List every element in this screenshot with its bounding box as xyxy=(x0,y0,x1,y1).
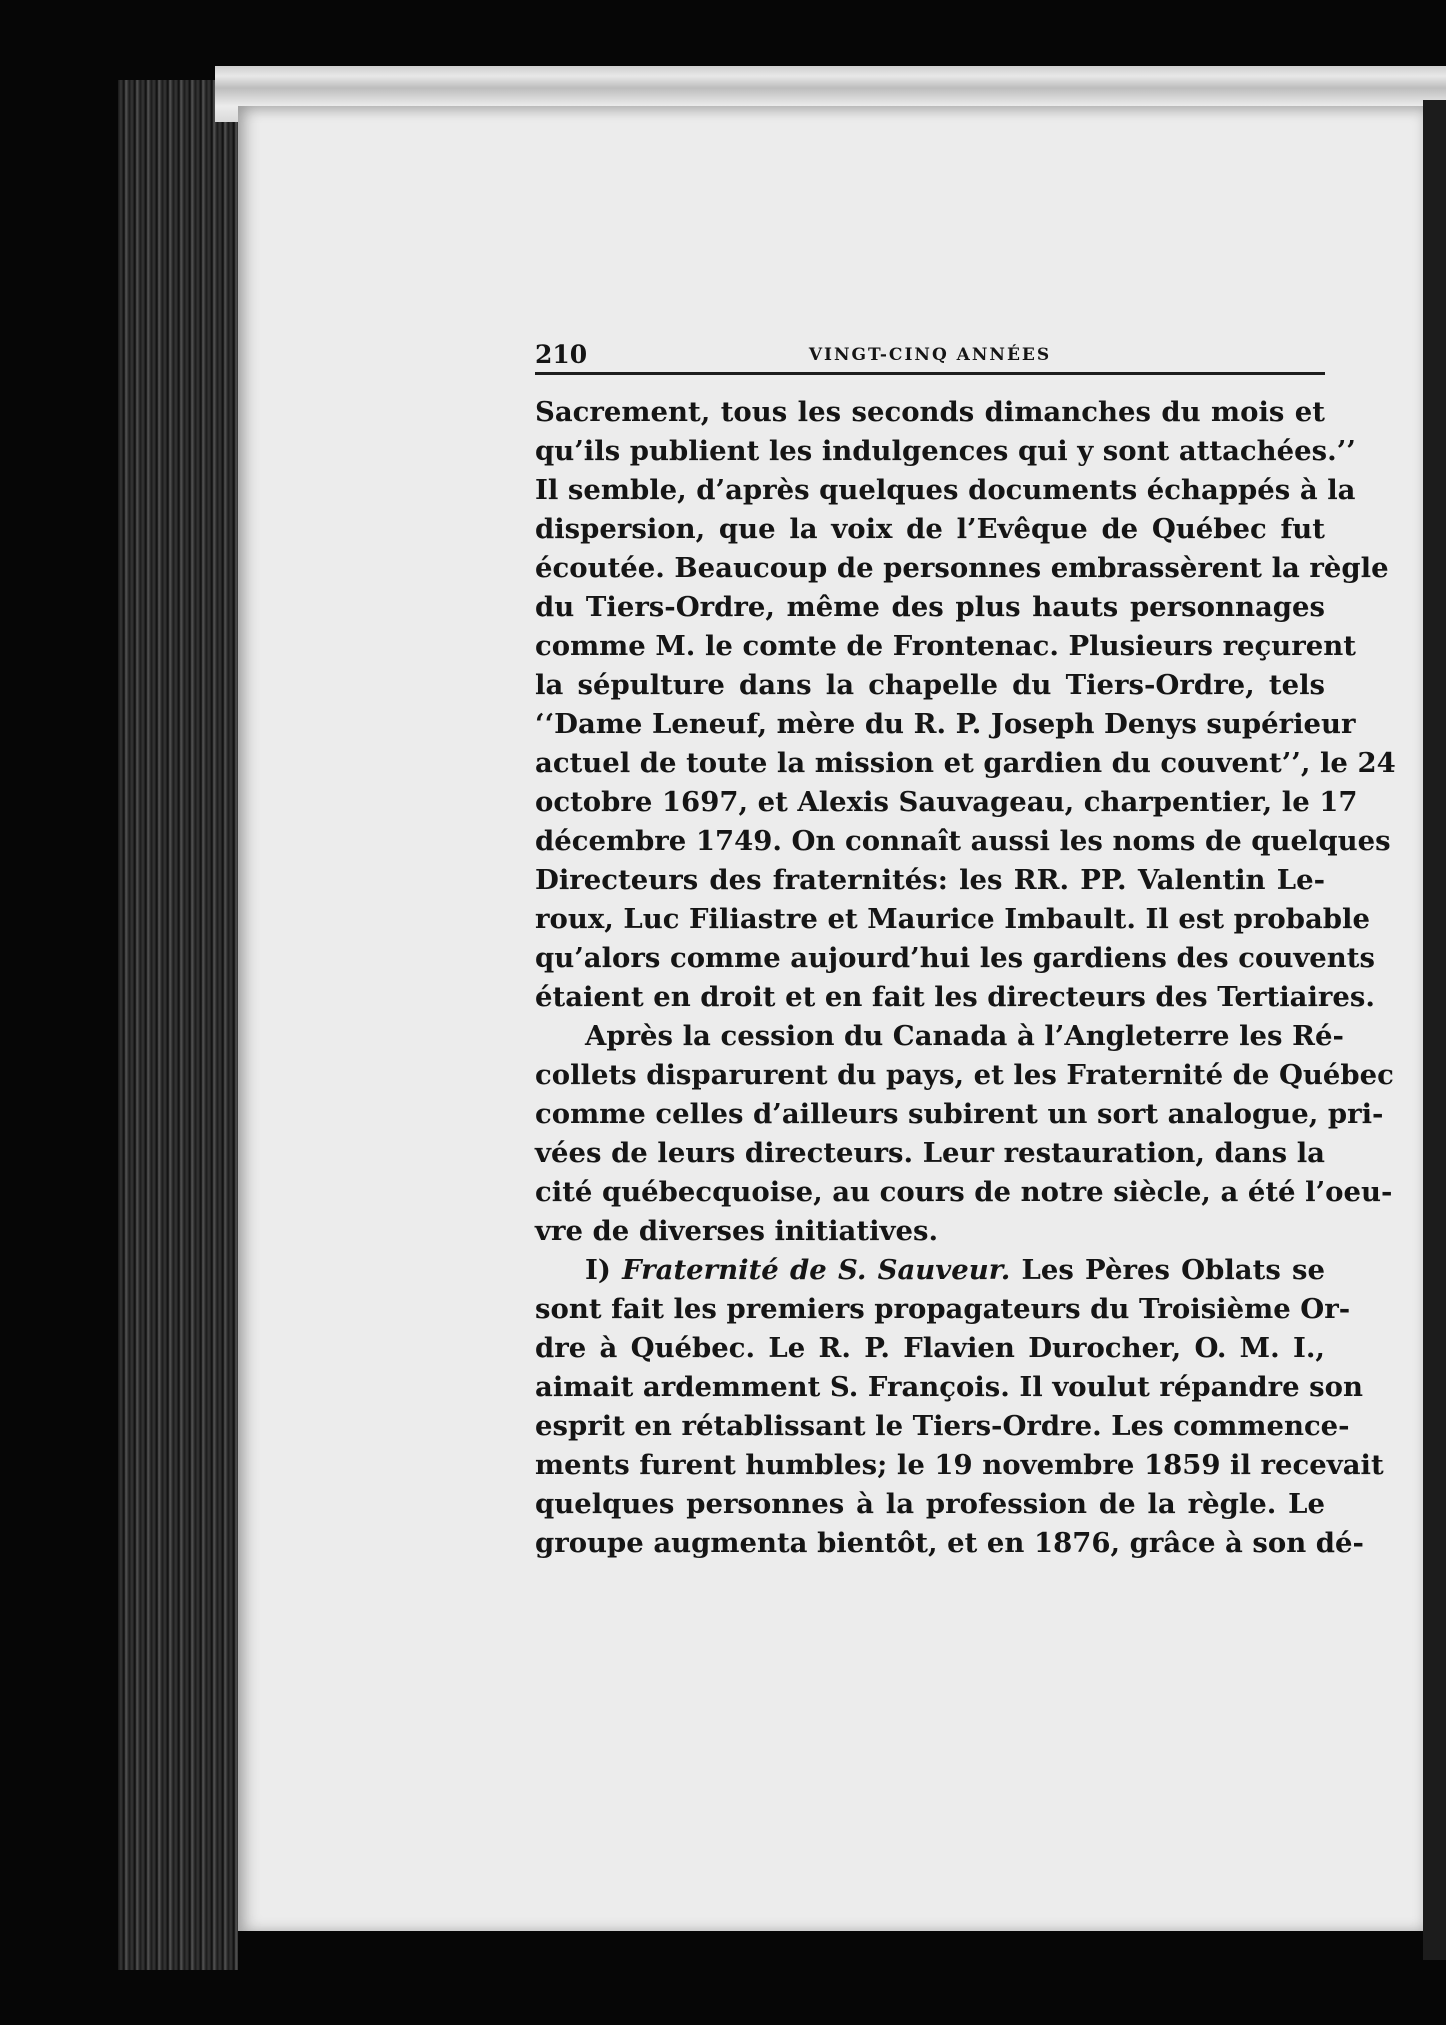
text-line: collets disparurent du pays, et les Fraternité de Québec xyxy=(535,1059,1394,1091)
text-line: dre à Québec. Le R. P. Flavien Durocher, O. M. I., xyxy=(535,1332,1325,1364)
book-page-edges xyxy=(118,80,238,1970)
text-line: qu’alors comme aujourd’hui les gardiens des couvents xyxy=(535,942,1375,974)
text-line: Après la cession du Canada à l’Angleterre les Ré- xyxy=(585,1020,1344,1052)
text-line: sont fait les premiers propagateurs du Troisième Or- xyxy=(535,1293,1351,1325)
text-line: vre de diverses initiatives. xyxy=(535,1215,939,1247)
book-right-edge xyxy=(1423,100,1446,1960)
text-line: aimait ardemment S. François. Il voulut répandre son xyxy=(535,1371,1363,1403)
section-number: I) xyxy=(585,1254,611,1286)
text-line: qu’ils publient les indulgences qui y sont attachées.’’ xyxy=(535,435,1356,467)
text-line: étaient en droit et en fait les directeurs des Tertiaires. xyxy=(535,981,1375,1013)
text-line: roux, Luc Filiastre et Maurice Imbault. Il est probable xyxy=(535,903,1370,935)
text-line: groupe augmenta bientôt, et en 1876, grâce à son dé- xyxy=(535,1527,1364,1559)
text-line: vées de leurs directeurs. Leur restauration, dans la xyxy=(535,1137,1325,1169)
body-text xyxy=(535,393,1396,1563)
text-line: dispersion, que la voix de l’Evêque de Québec fut xyxy=(535,513,1325,545)
text-line: Il semble, d’après quelques documents échappés à la xyxy=(535,474,1356,506)
page-number: 210 xyxy=(535,340,588,369)
text-line: comme celles d’ailleurs subirent un sort analogue, pri- xyxy=(535,1098,1384,1130)
text-line: Directeurs des fraternités: les RR. PP. Valentin Le- xyxy=(535,864,1325,896)
running-title: VINGT-CINQ ANNÉES xyxy=(808,345,1052,365)
text-line: ments furent humbles; le 19 novembre 1859 il recevait xyxy=(535,1449,1384,1481)
page-content xyxy=(535,338,1396,1563)
section-first-line: Les Pères Oblats se xyxy=(1021,1254,1325,1286)
text-line: du Tiers-Ordre, même des plus hauts personnages xyxy=(535,591,1325,623)
text-line: la sépulture dans la chapelle du Tiers-Ordre, tels xyxy=(535,669,1325,701)
text-line: Sacrement, tous les seconds dimanches du mois et xyxy=(535,396,1325,428)
text-line: ‘‘Dame Leneuf, mère du R. P. Joseph Denys supérieur xyxy=(535,708,1356,740)
text-line: quelques personnes à la profession de la règle. Le xyxy=(535,1488,1325,1520)
text-line: écoutée. Beaucoup de personnes embrassèrent la règle xyxy=(535,552,1389,584)
section-heading-line xyxy=(535,1251,1325,1290)
text-line: octobre 1697, et Alexis Sauvageau, charpentier, le 17 xyxy=(535,786,1358,818)
section-title: Fraternité de S. Sauveur. xyxy=(622,1254,1011,1286)
text-line: esprit en rétablissant le Tiers-Ordre. Les commence- xyxy=(535,1410,1350,1442)
text-line: décembre 1749. On connaît aussi les noms de quelques xyxy=(535,825,1391,857)
text-line: actuel de toute la mission et gardien du couvent’’, le 24 xyxy=(535,747,1396,779)
text-line: comme M. le comte de Frontenac. Plusieurs reçurent xyxy=(535,630,1356,662)
text-line: cité québecquoise, au cours de notre siècle, a été l’oeu- xyxy=(535,1176,1393,1208)
running-head xyxy=(535,338,1325,375)
